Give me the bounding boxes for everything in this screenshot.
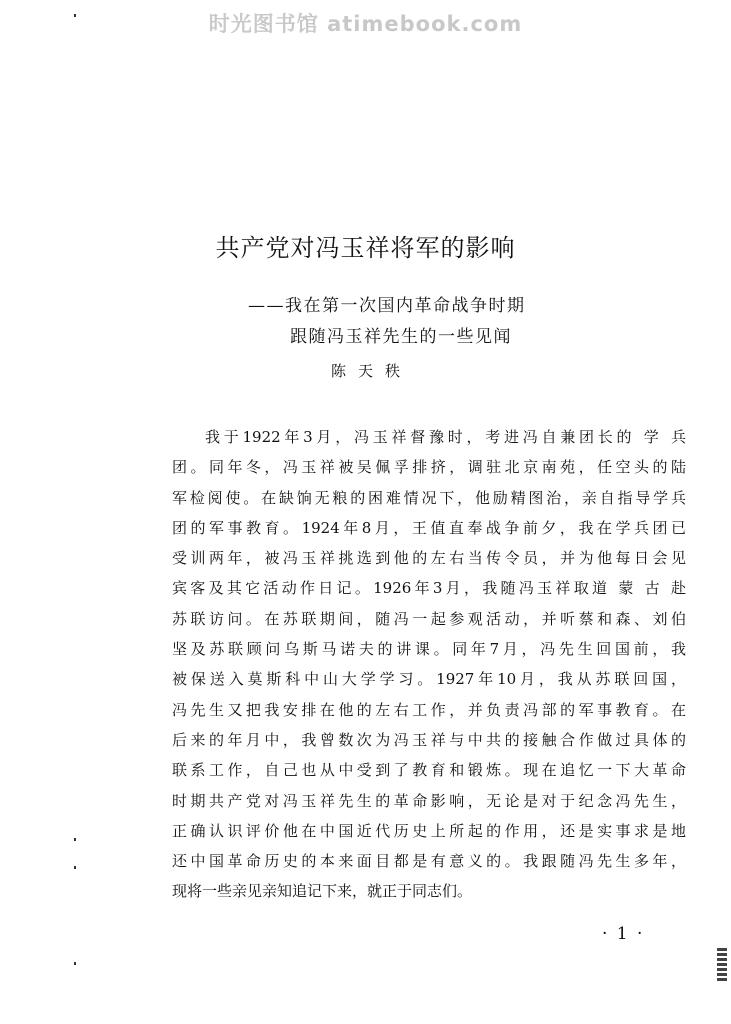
- body-paragraph: [172, 422, 686, 907]
- body-line: 军检阅使。在缺饷无粮的困难情况下，他励精图治，亲自指导学兵: [172, 488, 686, 507]
- margin-mark: [74, 838, 76, 841]
- body-line: 宾客及其它活动作日记。1926年3月，我随冯玉祥取道 蒙 古 赴: [172, 579, 686, 598]
- body-line: 被保送入莫斯科中山大学学习。1927年10月，我从苏联回国，: [172, 670, 686, 689]
- body-line: 联系工作，自己也从中受到了教育和锻炼。现在追忆一下大革命: [172, 761, 686, 780]
- margin-mark: [74, 14, 76, 17]
- body-line: 正确认识评价他在中国近代历史上所起的作用，还是实事求是地: [172, 821, 686, 840]
- page-number: · 1 ·: [602, 924, 645, 944]
- article-title: 共产党对冯玉祥将军的影响: [215, 234, 516, 262]
- body-line: 还中国革命历史的本来面目都是有意义的。我跟随冯先生多年，: [172, 852, 686, 871]
- page-edge-mark: [717, 948, 727, 982]
- article-subtitle-line2: 跟随冯玉祥先生的一些见闻: [290, 327, 512, 347]
- watermark-text: 时光图书馆 atimebook.com: [208, 12, 523, 36]
- body-line: 坚及苏联顾问乌斯马诺夫的讲课。同年7月，冯先生回国前，我: [172, 640, 686, 659]
- body-line: 后来的年月中，我曾数次为冯玉祥与中共的接触合作做过具体的: [172, 730, 686, 749]
- article-subtitle-line1: ——我在第一次国内革命战争时期: [248, 296, 526, 316]
- margin-mark: [74, 866, 76, 869]
- body-line: 团的军事教育。1924年8月，王值直奉战争前夕，我在学兵团已: [172, 518, 686, 537]
- author-name: 陈天秩: [330, 362, 412, 380]
- body-line: 时期共产党对冯玉祥先生的革命影响，无论是对于纪念冯先生，: [172, 791, 686, 810]
- body-line: 冯先生又把我安排在他的左右工作，并负责冯部的军事教育。在: [172, 700, 686, 719]
- body-line: 团。同年冬，冯玉祥被吴佩孚排挤，调驻北京南苑，任空头的陆: [172, 458, 686, 477]
- margin-mark: [74, 962, 76, 965]
- body-line: 我于1922年3月，冯玉祥督豫时，考进冯自兼团长的 学 兵: [205, 428, 686, 446]
- body-line: 受训两年，被冯玉祥挑选到他的左右当传令员，并为他每日会见: [172, 549, 686, 568]
- body-line: 现将一些亲见亲知追记下来，就正于同志们。: [172, 882, 473, 901]
- body-line: 苏联访问。在苏联期间，随冯一起参观活动，并听蔡和森、刘伯: [172, 609, 686, 628]
